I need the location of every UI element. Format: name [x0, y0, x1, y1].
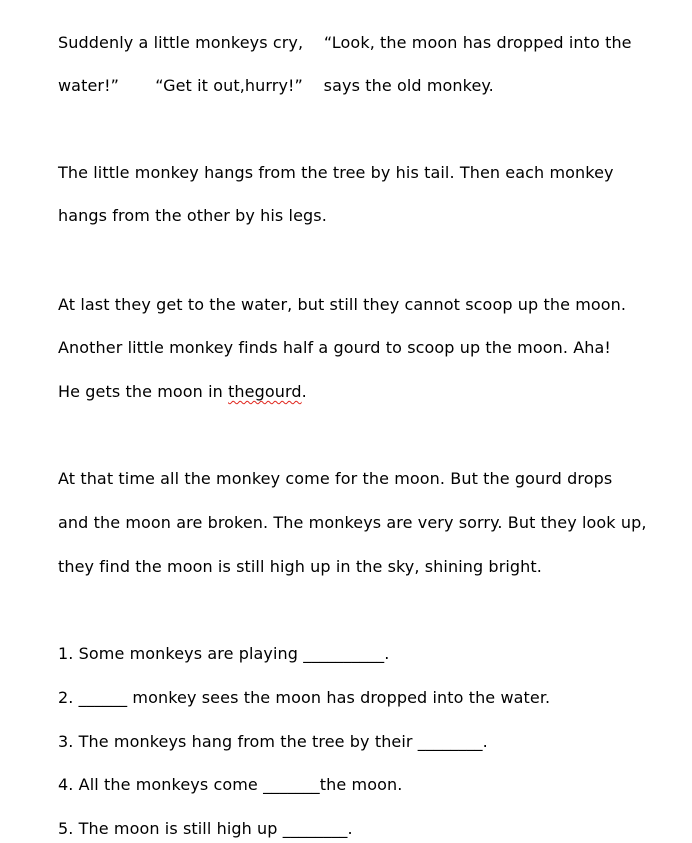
- paragraph-3-line-2: Another little monkey finds half a gourd to scoop up the moon. Aha!: [58, 338, 611, 357]
- paragraph-4-line-1: At that time all the monkey come for the moon. But the gourd drops: [58, 469, 613, 488]
- paragraph-2-line-2: hangs from the other by his legs.: [58, 206, 327, 225]
- paragraph-4-line-3: they find the moon is still high up in the sky, shining bright.: [58, 557, 542, 576]
- paragraph-3-line-3: [58, 382, 307, 402]
- paragraph-3-line-3-end: .: [301, 382, 307, 401]
- question-1: 1. Some monkeys are playing __________.: [58, 644, 390, 663]
- question-2: 2. ______ monkey sees the moon has dropped into the water.: [58, 688, 551, 707]
- paragraph-3-line-1: At last they get to the water, but still they cannot scoop up the moon.: [58, 295, 627, 314]
- paragraph-3-line-3-text: He gets the moon in: [58, 382, 229, 401]
- paragraph-1-line-2: water!” “Get it out,hurry!” says the old monkey.: [58, 76, 494, 95]
- question-3: 3. The monkeys hang from the tree by their ________.: [58, 732, 488, 751]
- paragraph-4-line-2: and the moon are broken. The monkeys are very sorry. But they look up,: [58, 513, 647, 532]
- paragraph-1-line-1: Suddenly a little monkeys cry, “Look, the moon has dropped into the: [58, 33, 632, 52]
- question-5: 5. The moon is still high up ________.: [58, 819, 353, 838]
- question-4: 4. All the monkeys come _______the moon.: [58, 775, 403, 794]
- paragraph-2-line-1: The little monkey hangs from the tree by his tail. Then each monkey: [58, 163, 614, 182]
- spellcheck-flagged-word[interactable]: thegourd: [228, 382, 302, 401]
